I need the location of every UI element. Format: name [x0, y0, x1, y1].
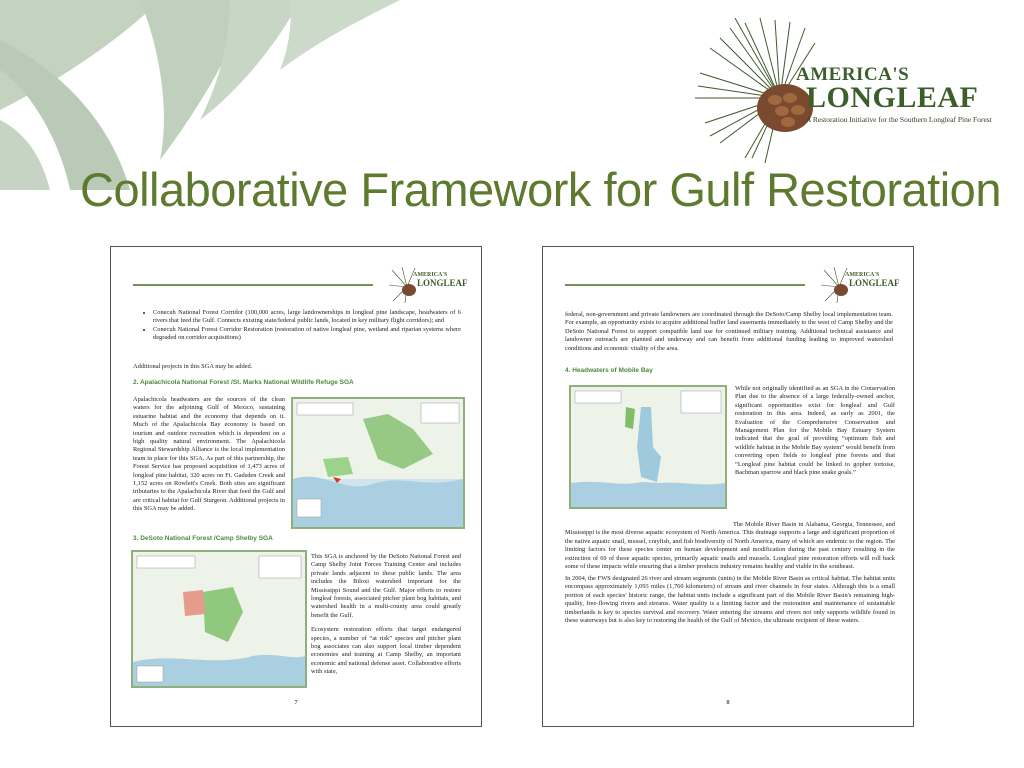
- slide-title: Collaborative Framework for Gulf Restoration: [80, 163, 1001, 216]
- note-text: Additional projects in this SGA may be added.: [133, 363, 253, 370]
- mini-logo: [387, 265, 468, 305]
- bullet-block: [139, 309, 461, 349]
- map-image: [293, 399, 463, 527]
- list-item: • Conecuh National Forest Corridor Restoration (restoration of native longleaf pine, wetland and riparian systems where degraded on corridor acquisitions): [153, 326, 461, 343]
- paragraph: This SGA is anchored by the DeSoto National Forest and Camp Shelby Joint Forces Training Center and includes private lands adjacent to these public lands. The area includes the Biloxi watershed important for the Mississippi Sound and the Gulf. Major efforts to restore longleaf forests, associated pitcher plant bog habitats, and watershed health in a multi-county area could greatly benefit the Gulf.: [311, 553, 461, 619]
- desoto-map: [131, 550, 307, 688]
- document-page-left: [110, 246, 482, 727]
- page-number: 7: [294, 699, 298, 706]
- section-heading-4: 4. Headwaters of Mobile Bay: [565, 367, 653, 374]
- paragraph-critical-habitat: In 2004, the FWS designated 26 river and stream segments (units) in the Mobile River Basin as critical habitat. The habitat units encompass approximately 1,093 miles (1,760 kilometers) of stream and river channels in four states. Although this is a small portion of each species' historic range, the habitat units include a significant part of the Mobile River Basin's remaining high-quality, free-flowing rivers and streams. Water quality is a limiting factor and the restoration and maintenance of sustainable timberlands is key to species survival and recovery. Water entering the streams and rivers not only supports wildlife found in these waterways but is also key to restoring the health of the Gulf of Mexico, the ultimate recipient of these waters.: [565, 575, 895, 625]
- section-heading-2: 2. Apalachicola National Forest /St. Marks National Wildlife Refuge SGA: [133, 379, 354, 386]
- page-number: 8: [726, 699, 730, 706]
- header-rule: [565, 284, 805, 286]
- document-page-right: [542, 246, 914, 727]
- paragraph-mobile-river-basin: The Mobile River Basin in Alabama, Georgia, Tennessee, and Mississippi is the most diverse aquatic ecosystem of North America. This drainage supports a large and significant proportion of the native aquatic snail, mussel, crayfish, and fish biodiversity of North America, many of which are endemic to the region. The limiting factors for these species center on human development and modification during the past century resulting in the extinction of 69 of these aquatic species, primarily aquatic snails and mussels. Longleaf pine restoration efforts will roll back some of these impacts while ensuring that a timber products industry remains healthy and viable in the southeast.: [565, 521, 895, 571]
- paragraph: Ecosystem restoration efforts that target endangered species, a number of “at risk” species and pitcher plant bog associates can also support local timber dependent economies and training at Camp Shelby, an important economic and national defense asset. Collaborative efforts with state,: [311, 626, 461, 676]
- header-rule: [133, 284, 373, 286]
- section-3-text: [311, 553, 461, 683]
- americas-longleaf-logo: [690, 18, 990, 168]
- logo-line2: LONGLEAF: [806, 81, 979, 114]
- mini-logo-line2: LONGLEAF: [849, 278, 900, 288]
- mini-logo-line2: LONGLEAF: [417, 278, 468, 288]
- map-image: [571, 387, 725, 507]
- list-item: • Conecuh National Forest Corridor (100,000 acres, large landownerships in longleaf pine landscape, headwaters of 6 rivers that feed the Gulf. Connects existing state/federal public lands, located in key military flight corridors); and: [153, 309, 461, 326]
- mini-logo-line1: AMERICA'S: [845, 272, 880, 278]
- mini-logo: [819, 265, 900, 305]
- map-image: [133, 552, 305, 686]
- intro-text: federal, non-government and private landowners are coordinated through the DeSoto/Camp Shelby local implementation team. For example, an opportunity exists to acquire additional buffer land easements immediately to the west of Camp Shelby and the DeSoto National Forest to support compatible land use for continued military training. Additional technical assistance and landowner outreach are planned and underway and can benefit from additional funding leading to improved watershed conditions and economic vitality of the area.: [565, 311, 893, 352]
- logo-tagline: A Restoration Initiative for the Southern Longleaf Pine Forest: [806, 115, 992, 124]
- section-heading-3: 3. DeSoto National Forest /Camp Shelby SGA: [133, 535, 273, 542]
- apalachicola-map: [291, 397, 465, 529]
- section-2-text: Apalachicola headwaters are the sources of the clean waters for the adjoining Gulf of Mexico, sustaining estuarine habitat and the economy that depends on it. Much of the Apalachicola Bay economy is based on tourism and outdoor recreation which is dependent on a high quality natural environment. The Apalachicola Regional Stewardship Alliance is the local implementation team in place for this SGA. As part of this partnership, the Forest Service has proposed acquisition of 1,473 acres of longleaf pine habitat, 320 acres on Ft. Gadsden Creek and 1,152 acres on Rowlett's Creek. Both sites are significant tributaries to the Apalachicola River that feed the Gulf and are critical habitat for Gulf Sturgeon. Additional projects in this SGA may be added.: [133, 396, 285, 513]
- mini-logo-line1: AMERICA'S: [413, 272, 448, 278]
- logo-line1: AMERICA'S: [796, 64, 910, 85]
- section-4-text: While not originally identified as an SGA in the Conservation Plan due to the absence of a large federally-owned anchor, significant opportunities exist for longleaf and Gulf restoration in this area. Indeed, as early as 2001, the Evaluation of the Comprehensive Conservation and Management Plan for the Mobile Bay Estuary System indicated that the goal of providing “optimum fish and wildlife habitat in the Mobile Bay system” would benefit from converting open fields to longleaf pine forests and that “Longleaf pine habitat could be linked to gopher tortoise, Bachman sparrow and black pine snake goals.”: [735, 385, 895, 477]
- mobile-bay-map: [569, 385, 727, 509]
